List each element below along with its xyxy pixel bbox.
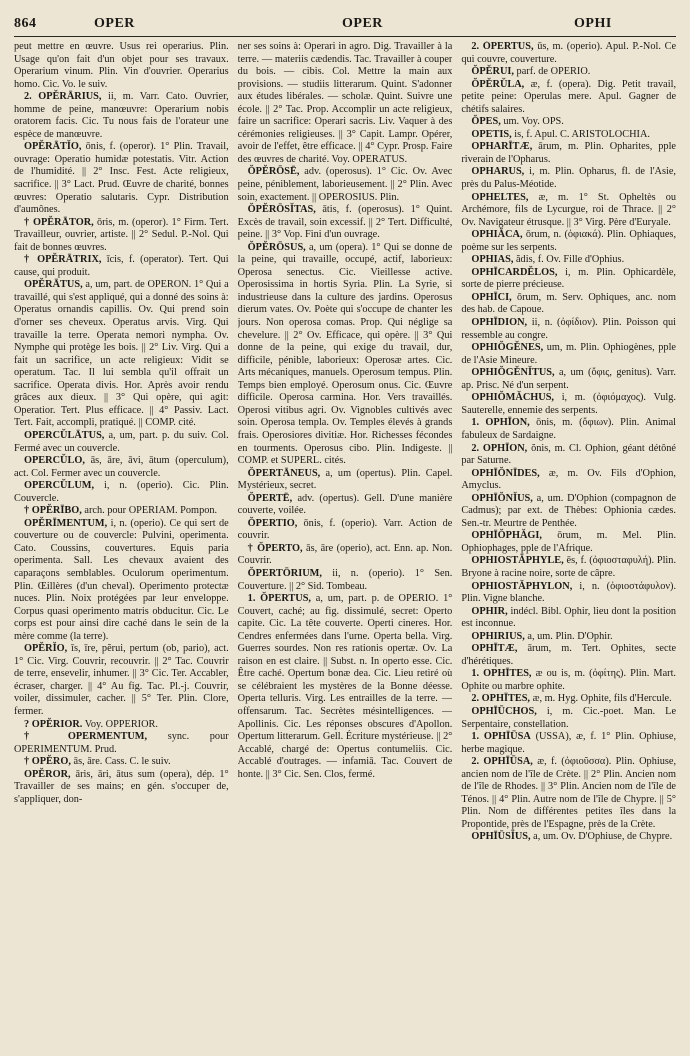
entry-headword: OPHIOSTĂPHYLE, <box>471 555 564 567</box>
dictionary-entry <box>461 606 676 631</box>
entry-definition: æ, m. 1° St. Opheltès ou Archémore, fils de Lycurgue, roi de Thrace. || 2° Ov. Navigateur étrusque. || 3° Virg. Père d'Euryale. <box>461 191 676 228</box>
dictionary-entry <box>238 543 453 568</box>
entry-headword: OPHIŎGĔNĬTUS, <box>471 367 555 379</box>
entry-headword: OPHIAS, <box>471 254 514 266</box>
dictionary-entry <box>461 367 676 392</box>
text-columns <box>14 41 676 1051</box>
entry-headword: 2. OPĔRĀRIUS, <box>24 91 102 103</box>
dictionary-entry <box>14 643 229 718</box>
entry-headword: OPERCŬLĀTUS, <box>24 429 105 441</box>
dictionary-entry <box>238 493 453 518</box>
entry-definition: a, um (opera). 1° Qui se donne de la peine, qui travaille, occupé, actif, laborieux: Operosa senectus. Cic. Vieillesse active. Operosissima in hortis Syria. Plin. La Syrie, si industrieuse dans la culture des jardins. Operosus dierum vates. Ov. Poète qui s'occupe de chanter les jours. Non operosa comas. Prop. Qui néglige sa chevelure. || 2° Ov. Efficace, qui opère. || 3° Qui donne de la peine, qui exige du travail, dur, difficile, pénible, laborieux: Operosæ artes. Cic. Arts mécaniques, manuels. Operosum tempus. Plin. Temps bien employé. Operosum onus. Cic. Œuvre difficile. Operosa carmina. Hor. Vers travaillés. Operosi vitibus agri. Ov. Vignobles cultivés avec soin. Operosa templa. Ov. Temples élevés à grands frais. Operosiores divitiæ. Hor. Richesses fécondes en tourments. Operosus cibo. Plin. Indigeste. || COMP. et SUPERL. cités. <box>237 241 453 467</box>
entry-definition: ās, āre. Cass. C. le suiv. <box>73 756 171 768</box>
entry-headword: OPERCŬLUM, <box>24 480 95 492</box>
dictionary-entry <box>461 668 676 693</box>
entry-definition: ōnis, f. (operor). 1° Plin. Travail, ouvrage: Operatio humidæ potestatis. Vitr. Action de l'humidité. || 2° Insc. Fest. Acte religieux, sacrifice. || 3° Lact. Prud. Œuvre de charité, bonnes œuvres: Operatio salutaris. Cypr. Distribution d'aumônes. <box>14 141 229 216</box>
dictionary-entry <box>461 468 676 493</box>
entry-definition: īs, īre, pĕrui, pertum (ob, pario), act. 1° Cic. Virg. Couvrir, recouvrir. || 2° Tac. Couvrir de terre, ensevelir, inhumer. || 3° Cic. Ter. Accabler, écraser, charger. || 4° Au fig. Tac. Pl.-j. Couvrir, voiler, dissimuler, cacher. || 5° Ter. Plin. Clore, fermer. <box>14 643 229 717</box>
entry-headword: OPHIRIUS, <box>471 630 525 642</box>
entry-headword: OPĔRĀTĬO, <box>24 141 82 153</box>
entry-headword: OPHARĪTÆ, <box>471 141 533 153</box>
entry-definition: ădis, f. Ov. Fille d'Ophius. <box>515 254 625 266</box>
entry-headword: ŎPĔRŌSĬTAS, <box>247 204 316 216</box>
entry-headword: ŎPĔRŌSUS, <box>247 241 306 253</box>
entry-definition: ōrum, n. (ὀφιακά). Plin. Ophiaques, poème sur les serpents. <box>461 229 676 253</box>
column-middle <box>238 41 453 1051</box>
entry-definition: ās, āre (operio), act. Enn. ap. Non. Couvrir. <box>237 542 453 567</box>
entry-definition: ātis, f. (operosus). 1° Quint. Excès de travail, soin excessif. || 2° Tert. Difficulté, peine. || 3° Vop. Fini d'un ouvrage. <box>237 204 453 241</box>
entry-headword: ŎPĔRŌSĒ, <box>247 166 300 178</box>
entry-definition: adv. (operosus). 1° Cic. Ov. Avec peine, péniblement, laborieusement. || 2° Plin. Avec soin, exactement. || OPEROSIUS. Plin. <box>237 166 453 203</box>
column-right <box>461 41 676 1051</box>
entry-headword: † ŎPERTO, <box>247 542 303 554</box>
entry-definition: ōnis, m. (ὄφιων). Plin. Animal fabuleux de Sardaigne. <box>461 417 676 441</box>
entry-definition: sync. pour OPERIMENTUM. Prud. <box>14 731 229 755</box>
entry-headword: 2. OPHĪTES, <box>471 693 530 705</box>
entry-headword: 2. OPHĪŪSA, <box>471 756 533 768</box>
entry-definition: Voy. OPPERIOR. <box>84 718 158 730</box>
dictionary-entry <box>461 581 676 606</box>
dictionary-entry <box>461 530 676 555</box>
entry-headword: OPHĪDION, <box>471 317 528 329</box>
guide-word-center: OPER <box>342 16 383 31</box>
entry-headword: OPHIŎGĔNES, <box>471 342 544 354</box>
dictionary-entry <box>461 392 676 417</box>
entry-headword: OPĔROR, <box>24 768 71 780</box>
dictionary-entry <box>461 693 676 706</box>
dictionary-entry <box>14 41 229 91</box>
entry-headword: ŎPERTIO, <box>247 517 298 529</box>
dictionary-entry <box>461 292 676 317</box>
entry-headword: 1. OPHĪŪSA <box>471 731 531 743</box>
entry-definition: āris, āri, ātus sum (opera), dép. 1° Travailler de ses mains; en gén. s'occuper de, s'appliquer, don- <box>14 768 229 805</box>
dictionary-entry <box>14 91 229 141</box>
entry-definition: um, m. Plin. Ophiogènes, pple de l'Asie Mineure. <box>461 342 676 366</box>
entry-headword: OPĔRĬO, <box>24 643 68 655</box>
guide-word-left: OPER <box>94 16 135 31</box>
dictionary-entry <box>238 204 453 242</box>
dictionary-entry <box>238 166 453 204</box>
entry-headword: 2. OPHĪON, <box>471 442 528 454</box>
entry-headword: † OPERMENTUM, <box>24 731 148 743</box>
entry-headword: OPHĪŎNĬUS, <box>471 492 533 504</box>
entry-definition: is, f. Apul. C. ARISTOLOCHIA. <box>514 128 650 140</box>
dictionary-entry <box>461 643 676 668</box>
entry-headword: OPHIŎMĂCHUS, <box>471 392 555 404</box>
entry-headword: OPHĪCARDĔLOS, <box>471 266 558 278</box>
dictionary-entry <box>461 129 676 142</box>
entry-headword: † OPĔRĀTOR, <box>24 216 94 228</box>
entry-headword: OPHIĂCA, <box>471 229 523 241</box>
dictionary-entry <box>461 141 676 166</box>
entry-definition: a, um (opertus). Plin. Capel. Mystérieux, secret. <box>237 467 453 492</box>
entry-definition: a, um. D'Ophion (compagnon de Cadmus); par ext. de Thèbes: Ophionia cædes. Sen.-tr. Meurtre de Penthée. <box>461 492 676 529</box>
entry-headword: OPHELTES, <box>471 191 529 203</box>
entry-headword: OPHIOSTĂPHYLON, <box>471 580 573 592</box>
entry-definition: a, um (ὄφις, genitus). Varr. ap. Prisc. Né d'un serpent. <box>461 367 676 391</box>
entry-headword: † OPĔRĪBO, <box>24 505 82 517</box>
dictionary-entry <box>14 756 229 769</box>
entry-definition: a, um. Plin. D'Ophir. <box>527 630 613 642</box>
entry-headword: ŎPERTĀNEUS, <box>247 467 321 479</box>
dictionary-entry <box>461 706 676 731</box>
entry-definition: adv. (opertus). Gell. D'une manière couverte, voilée. <box>237 492 453 517</box>
dictionary-entry <box>461 831 676 844</box>
dictionary-entry <box>461 756 676 831</box>
entry-definition: peut mettre en œuvre. Usus rei operarius. Plin. Usage qu'on fait d'un objet pour ses travaux. Operarium vinum. Plin. Vin d'ouvrier. Operarius homo. Cic. Vo. le suiv. <box>14 41 229 90</box>
entry-headword: 1. OPHĪON, <box>471 417 530 429</box>
entry-definition: i, m. Plin. Ophicardèle, sorte de pierre précieuse. <box>461 266 676 291</box>
dictionary-entry <box>461 417 676 442</box>
dictionary-entry <box>14 254 229 279</box>
entry-headword: OPHĪŪCHOS, <box>471 705 537 717</box>
dictionary-entry <box>461 254 676 267</box>
entry-headword: ŎPES, <box>471 116 501 128</box>
dictionary-entry <box>461 66 676 79</box>
entry-headword: 1. ŎPERTUS, <box>247 593 312 605</box>
dictionary-entry <box>461 317 676 342</box>
entry-definition: ōrum, m. Serv. Ophiques, anc. nom des hab. de Capoue. <box>461 291 676 316</box>
entry-headword: † OPĔRĀTRIX, <box>24 254 102 266</box>
entry-definition: æ ou is, m. (ὀφίτης). Plin. Mart. Ophite ou marbre ophite. <box>461 668 676 692</box>
entry-definition: i, m. Plin. Opharus, fl. de l'Asie, près du Palus-Méotide. <box>461 166 676 191</box>
dictionary-entry <box>14 480 229 505</box>
entry-definition: ēs, f. (ὀφιοσταφυλή). Plin. Bryone à racine noire, sorte de câpre. <box>461 555 676 579</box>
entry-definition: ner ses soins à: Operari in agro. Dig. Travailler à la terre. — materiis cædendis. Tac. Travailler à couper du bois. — cibis. Col. Mettre la main aux provisions. — studiis litterarum. Quint. S'adonner aux études libérales. — scholæ. Quint. Suivre une école. || 2° Tac. Prop. Accomplir un acte religieux, faire un sacrifice: Operari sacris. Liv. Vaquer à des cérémonies religieuses. || 3° Capit. Lampr. Opérer, avoir de l'effet, être efficace. || 4° Cypr. Prosp. Faire des œuvres de charité. Voy. OPERATUS. <box>237 41 453 165</box>
column-left <box>14 41 229 1051</box>
entry-definition: ās, āre, āvi, ātum (operculum), act. Col. Fermer avec un couvercle. <box>14 455 229 479</box>
entry-definition: i, m. Cic.-poet. Man. Le Serpentaire, constellation. <box>461 705 676 730</box>
entry-headword: OPHĪŪSĬUS, <box>471 831 531 843</box>
entry-definition: parf. de OPERIO. <box>516 66 591 78</box>
dictionary-entry <box>238 593 453 781</box>
entry-definition: a, um. Ov. D'Ophiuse, de Chypre. <box>533 831 673 843</box>
entry-headword: ? OPĔRIOR. <box>24 718 83 730</box>
dictionary-entry <box>461 267 676 292</box>
entry-headword: OPHĪŎNĪDES, <box>471 467 540 479</box>
entry-definition: ii, n. (ὀφίδιον). Plin. Poisson qui ressemble au congre. <box>461 317 676 341</box>
dictionary-entry <box>461 116 676 129</box>
dictionary-entry <box>461 631 676 644</box>
entry-headword: 2. ŎPERTUS, <box>471 41 534 52</box>
dictionary-entry <box>238 468 453 493</box>
dictionary-entry <box>238 41 453 166</box>
entry-headword: OPERCŬLO, <box>24 455 85 467</box>
entry-definition: æ, f. (ὀφιοῦσσα). Plin. Ophiuse, ancien nom de l'île de Crète. || 2° Plin. Ancien nom de l'île de Rhodes. || 3° Plin. Ancien nom de l'île de Ténos. || 4° Plin. Autre nom de l'île de Chypre. || 5° Plin. Nom de différentes petites îles dans la Propontide, près de l'Espagne, près de la Crète. <box>461 756 676 830</box>
page-number: 864 <box>14 16 37 31</box>
entry-definition: ōrum, m. Mel. Plin. Ophiophages, pple de l'Afrique. <box>461 530 676 554</box>
entry-definition: arch. pour OPERIAM. Pompon. <box>84 505 218 517</box>
entry-headword: OPHĪCI, <box>471 291 512 303</box>
entry-definition: a, um, part. de OPERON. 1° Qui a travaillé, qui s'est appliqué, qui a donné des soins à: Operatus ornandis capillis. Ov. Qui prend soin d'orner ses cheveux. Operatus arvis. Virg. Qui travaille la terre. Operata nemori nympha. Ov. Nymphe qui protège les bois. || 2° Liv. Virg. Qui a fait un sacrifice, un acte religieux: Vidit se operatum. Tac. Il lui sembla qu'il offrait un sacrifice. Operata divis. Hor. Après avoir rendu grâces aux dieux. || 3° Qui opère, qui agit: Operatior. Tert. Plus efficace. || 4° Passiv. Lact. Tert. Fait, accompli, pratiqué. || COMP. cité. <box>14 279 229 429</box>
entry-definition: i, n. (operio). Cic. Plin. Couvercle. <box>14 480 229 504</box>
dictionary-entry <box>14 141 229 216</box>
entry-definition: um. Voy. OPS. <box>503 116 564 128</box>
dictionary-entry <box>461 555 676 580</box>
entry-headword: OPHIR, <box>471 605 508 617</box>
dictionary-entry <box>238 242 453 468</box>
dictionary-entry <box>14 279 229 430</box>
dictionary-entry <box>14 455 229 480</box>
entry-definition: æ, m. Ov. Fils d'Ophion, Amyclus. <box>461 467 676 492</box>
dictionary-entry <box>461 79 676 117</box>
dictionary-entry <box>461 229 676 254</box>
dictionary-entry <box>461 731 676 756</box>
dictionary-entry <box>14 518 229 643</box>
entry-definition: i, m. (ὀφιόμαχος). Vulg. Sauterelle, ennemie des serpents. <box>461 392 676 416</box>
entry-headword: OPHĪŎPHĂGI, <box>471 530 542 542</box>
entry-definition: ii, m. Varr. Cato. Ouvrier, homme de peine, manœuvre: Operarium nobis oratorem facis. Cic. Tu nous fais de l'orateur une espèce de manœuvre. <box>14 91 229 140</box>
entry-definition: a, um, part. p. de OPERIO. 1° Couvert, caché; au fig. dissimulé, secret: Operto capite. Cic. La tête couverte. Operti cineres. Hor. Cendres enfermées dans l'urne. Operta bella. Virg. Guerres sourdes. Non res rationis opertæ. Ov. La raison en est claire. || Subst. n. In operto esse. Cic. Être caché. Opertum bonæ dea. Cic. Lieu retiré où se célébraient les mystères de la Bonne déesse. Operta telluris. Virg. Les entrailles de la terre. — offensarum. Tac. Secrètes mésintelligences. — Apollinis. Cic. Les réponses obscures d'Apollon. Opertum litterarum. Gell. Écriture mystérieuse. || 2° Accablé, chargé de: Opertus contumeliis. Cic. Accablé d'outrages. — infamiā. Tac. Couvert de honte. || 3° Cic. Sen. Clos, fermé. <box>237 593 453 780</box>
dictionary-entry <box>14 769 229 807</box>
dictionary-entry <box>14 505 229 518</box>
entry-headword: OPHĪTÆ, <box>471 643 518 655</box>
entry-definition: æ, m. Hyg. Ophite, fils d'Hercule. <box>532 693 672 705</box>
entry-headword: ŎPERTĒ, <box>247 492 293 504</box>
entry-definition: ūs, m. (operio). Apul. P.-Nol. Ce qui couvre, couverture. <box>461 41 676 65</box>
entry-definition: ŏnis, m. Cl. Ophion, géant détôné par Saturne. <box>461 442 676 467</box>
dictionary-entry <box>14 719 229 732</box>
running-header <box>14 14 676 37</box>
entry-headword: OPĔRĀTUS, <box>24 279 83 291</box>
entry-headword: ŎPERTŌRIUM, <box>247 567 322 579</box>
entry-definition: ōnis, f. (operio). Varr. Action de couvrir. <box>237 517 453 542</box>
entry-headword: OPĔRĪMENTUM, <box>24 517 108 529</box>
entry-definition: i, n. (operio). Ce qui sert de couverture ou de couvercle: Pulvini, operimenta. Cato. Coussins, couvertures. Equis paria operimenta. Sall. Les chevaux avaient des caparaçons semblables. Oculorum operimentum. Plin. Œillères (d'un cheval). Operimento protectæ nuces. Plin. Noix protégées par leur enveloppe. Corpus quasi operimento matris obducitur. Cic. Le corps est pour ainsi dire caché dans le sein de la mère comme (la terre). <box>14 517 229 642</box>
entry-headword: 1. OPHĪTES, <box>471 668 532 680</box>
entry-headword: † OPĔRO, <box>24 756 71 768</box>
entry-definition: indécl. Bibl. Ophir, lieu dont la position est inconnue. <box>461 605 676 630</box>
dictionary-entry <box>461 443 676 468</box>
dictionary-entry <box>461 41 676 66</box>
dictionary-entry <box>14 430 229 455</box>
entry-headword: ŎPĔRŬLA, <box>471 78 525 90</box>
entry-definition: ārum, m. Plin. Opharites, pple riverain de l'Opharus. <box>461 141 676 165</box>
dictionary-entry <box>461 493 676 531</box>
entry-definition: i, n. (ὀφιοστάφυλον). Plin. Vigne blanche. <box>461 580 676 605</box>
entry-headword: ŎPĔRUI, <box>471 66 514 78</box>
entry-definition: æ, f. (opera). Dig. Petit travail, petite peine: Operulas mere. Apul. Gagner de chétifs salaires. <box>461 78 676 115</box>
dictionary-entry <box>238 568 453 593</box>
dictionary-entry <box>238 518 453 543</box>
entry-definition: īcis, f. (operator). Tert. Qui cause, qui produit. <box>14 254 229 278</box>
entry-headword: OPHARUS, <box>471 166 525 178</box>
entry-definition: ōris, m. (operor). 1° Firm. Tert. Travailleur, ouvrier, artiste. || 2° Sedul. P.-Nol. Qui fait de bonnes œuvres. <box>14 216 229 253</box>
entry-definition: ārum, m. Tert. Ophites, secte d'hérétiques. <box>461 643 676 667</box>
entry-definition: (USSA), æ, f. 1° Plin. Ophiuse, herbe magique. <box>461 731 676 755</box>
entry-headword: OPETIS, <box>471 128 512 140</box>
dictionary-entry <box>14 731 229 756</box>
entry-definition: ii, n. (operio). 1° Sen. Couverture. || 2° Sid. Tombeau. <box>237 567 453 592</box>
entry-definition: a, um, part. p. du suiv. Col. Fermé avec un couvercle. <box>14 429 229 454</box>
dictionary-entry <box>14 217 229 255</box>
dictionary-entry <box>461 192 676 230</box>
dictionary-entry <box>461 342 676 367</box>
guide-word-right: OPHI <box>574 16 612 31</box>
dictionary-entry <box>461 166 676 191</box>
